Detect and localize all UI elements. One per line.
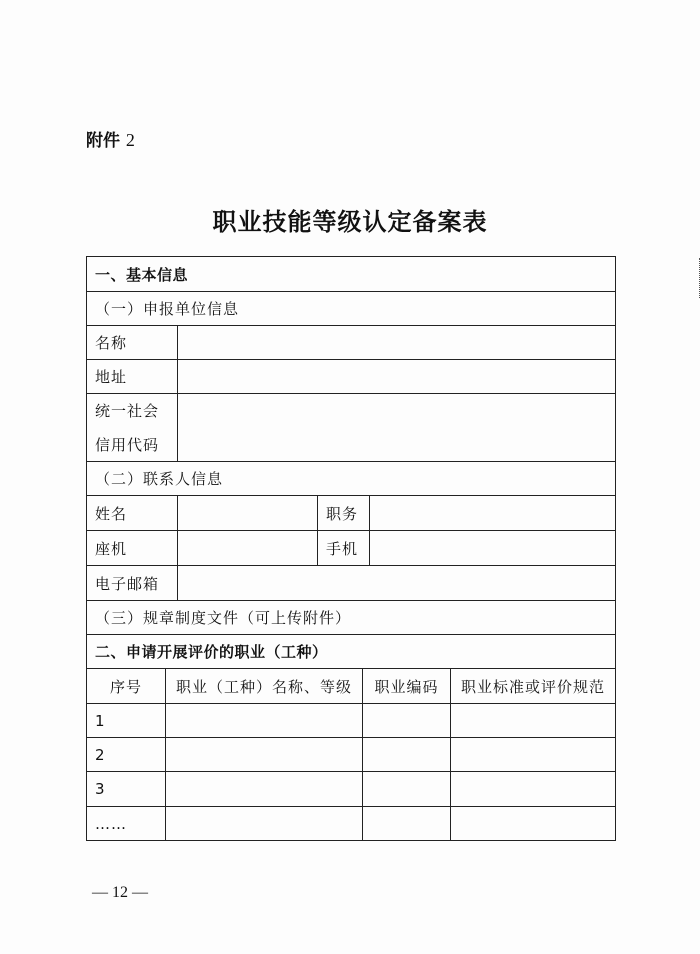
occupation-field[interactable] — [165, 772, 362, 806]
name-field[interactable] — [177, 326, 615, 359]
filing-form — [86, 256, 616, 841]
sub2-heading: （二）联系人信息 — [95, 470, 224, 488]
code-field[interactable] — [362, 807, 450, 840]
section1-heading-row — [87, 257, 615, 291]
code-field[interactable] — [362, 704, 450, 737]
sub1-heading: （一）申报单位信息 — [95, 300, 240, 318]
position-label: 职务 — [317, 496, 369, 530]
contact-name-label: 姓名 — [95, 504, 128, 523]
contact-name-row — [87, 495, 615, 530]
table-row — [87, 806, 615, 840]
occupation-field[interactable] — [165, 738, 362, 771]
section1-heading: 一、基本信息 — [95, 265, 189, 284]
name-label: 名称 — [95, 334, 128, 352]
col-header-occupation: 职业（工种）名称、等级 — [165, 669, 362, 703]
page-number: — 12 — — [92, 884, 148, 901]
email-field[interactable] — [177, 566, 615, 600]
row-seq: 2 — [95, 745, 106, 764]
mobile-field[interactable] — [369, 531, 615, 565]
row-seq: 1 — [95, 711, 106, 730]
sub2-row — [87, 461, 615, 495]
code-field[interactable] — [362, 772, 450, 806]
scan-edge-mark — [693, 258, 700, 298]
attachment-label — [86, 126, 135, 151]
name-row — [87, 325, 615, 359]
page-title: 职业技能等级认定备案表 — [212, 207, 488, 236]
occupation-field[interactable] — [165, 704, 362, 737]
table-row — [87, 771, 615, 806]
email-label: 电子邮箱 — [95, 574, 160, 593]
attachment-number: 2 — [125, 130, 135, 150]
standard-field[interactable] — [450, 807, 615, 840]
email-row — [87, 565, 615, 600]
sub3-row — [87, 600, 615, 634]
address-label: 地址 — [95, 368, 128, 386]
address-row — [87, 359, 615, 393]
landline-label: 座机 — [95, 539, 128, 558]
row-seq: …… — [95, 814, 127, 833]
col-header-code: 职业编码 — [362, 669, 450, 703]
credit-code-label — [87, 394, 177, 461]
table-row — [87, 737, 615, 771]
section2-heading: 二、申请开展评价的职业（工种） — [95, 643, 328, 661]
sub1-row — [87, 291, 615, 325]
credit-code-field[interactable] — [177, 394, 615, 461]
address-field[interactable] — [177, 360, 615, 393]
sub3-heading: （三）规章制度文件（可上传附件） — [95, 609, 352, 627]
credit-code-row — [87, 393, 615, 461]
row-seq: 3 — [95, 780, 106, 798]
position-field[interactable] — [369, 496, 615, 530]
credit-code-label-line2: 信用代码 — [95, 435, 160, 454]
standard-field[interactable] — [450, 738, 615, 771]
attachment-text: 附件 — [86, 131, 120, 151]
mobile-label: 手机 — [317, 531, 369, 565]
landline-field[interactable] — [177, 531, 317, 565]
table-row — [87, 703, 615, 737]
standard-field[interactable] — [450, 772, 615, 806]
occupation-header-row — [87, 668, 615, 703]
phone-row — [87, 530, 615, 565]
contact-name-field[interactable] — [177, 496, 317, 530]
section2-heading-row — [87, 634, 615, 668]
col-header-standard: 职业标准或评价规范 — [450, 669, 615, 703]
code-field[interactable] — [362, 738, 450, 771]
standard-field[interactable] — [450, 704, 615, 737]
occupation-field[interactable] — [165, 807, 362, 840]
credit-code-label-line1: 统一社会 — [95, 401, 160, 420]
col-header-seq: 序号 — [109, 677, 142, 696]
